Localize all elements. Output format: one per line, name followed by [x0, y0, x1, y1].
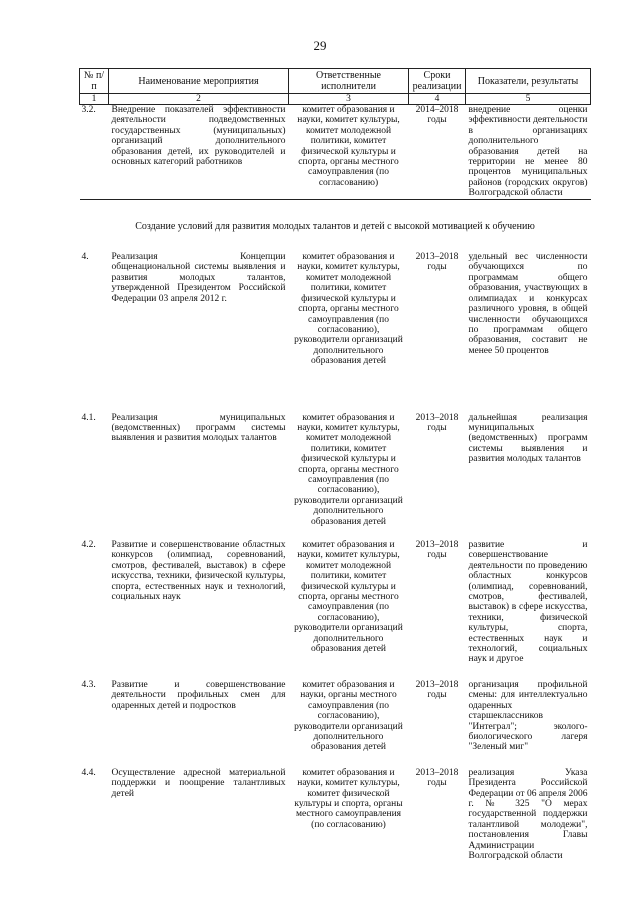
executors: комитет образования и науки, комитет культуры, комитет физической культуры и спорта, органы местного самоуправления (по согласованию): [294, 767, 403, 830]
page-number: 29: [313, 38, 327, 53]
measure-name: Внедрение показателей эффективности деятельности подведомственных государственных (муниципальных) организаций дополнительного образования детей, их руководителей и основных категорий работников: [111, 105, 286, 168]
section-heading-row: [80, 199, 591, 252]
executors: комитет образования и науки, комитет культуры, комитет молодежной политики, комитет физической культуры и спорта, органы местного самоуправления (по согласованию), руководители организаций дополнительного образования детей: [294, 252, 403, 367]
results: организация профильной смены: для интеллектуально одаренных старшеклассников "Интеграл"; эколого-биологического лагеря "Зеленый миг": [468, 679, 588, 753]
row-number: 3.2.: [81, 105, 96, 115]
column-number: 2: [109, 94, 289, 105]
measure-name: Осуществление адресной материальной поддержки и поощрение талантливых детей: [111, 767, 286, 799]
executors: комитет образования и науки, органы местного самоуправления (по согласованию), руководители организаций дополнительного образования детей: [294, 679, 403, 753]
row-number: 4.: [81, 252, 89, 263]
terms: 2013–2018 годы: [415, 679, 459, 701]
table-row: [80, 540, 591, 665]
executors: комитет образования и науки, комитет культуры, комитет молодежной политики, комитет физической культуры и спорта, органы местного самоуправления (по согласованию), руководители организаций дополнительного образования детей: [294, 412, 403, 527]
measure-name: Развитие и совершенствование областных конкурсов (олимпиад, соревнований, смотров, фестивалей, выставок) в сфере искусства, техники, физической культуры, спорта, естественных наук и технологий, социальных наук: [111, 540, 286, 603]
measures-table: [79, 68, 591, 861]
header-results: Показатели, результаты: [466, 69, 591, 94]
executors: комитет образования и науки, комитет культуры, комитет молодежной политики, комитет физической культуры и спорта, органы местного самоуправления (по согласованию): [297, 105, 400, 188]
table-row: [80, 768, 591, 862]
table-row: [80, 413, 591, 527]
terms: 2014–2018 годы: [415, 105, 459, 126]
results: реализация Указа Президента Российской Федерации от 06 апреля 2006 г. № 325 "О мерах государственной поддержки талантливой молодежи", постановления Главы Администрации Волгоградской области: [468, 767, 588, 861]
table-row: [80, 680, 591, 753]
table-header-row: [80, 69, 591, 94]
row-number: 4.1.: [81, 412, 96, 423]
header-measure-name: Наименование мероприятия: [109, 69, 289, 94]
header-terms: Сроки реализации: [409, 69, 466, 94]
column-number: 3: [289, 94, 409, 105]
column-number: 5: [466, 94, 591, 105]
row-spacer: [80, 527, 591, 540]
results: дальнейшая реализация муниципальных (ведомственных) программ системы выявления и развития молодых талантов: [468, 412, 588, 465]
results: удельный вес численности обучающихся по программам общего образования, участвующих в олимпиадах и конкурсах различного уровня, в общей численности обучающихся по программам общего образования, составит не менее 50 процентов: [468, 252, 588, 356]
results: внедрение оценки эффективности деятельности в организациях дополнительного образования детей на территории не менее 80 процентов муниципальных районов (городских округов) Волгоградской области: [468, 105, 588, 199]
terms: 2013–2018 годы: [415, 540, 459, 561]
row-number: 4.2.: [81, 540, 96, 550]
terms: 2013–2018 годы: [415, 252, 459, 273]
header-executors: Ответственные исполнители: [289, 69, 409, 94]
measure-name: Реализация Концепции общенациональной системы выявления и развития молодых талантов, утвержденной Президентом Российской Федерации 03 апреля 2012 г.: [111, 252, 286, 304]
table-row: [80, 105, 591, 199]
row-number: 4.4.: [81, 767, 96, 778]
row-spacer: [80, 367, 591, 413]
row-number: 4.3.: [81, 679, 96, 690]
measure-name: Развитие и совершенствование деятельности профильных смен для одаренных детей и подростков: [111, 679, 286, 711]
terms: 2013–2018 годы: [415, 767, 459, 789]
column-number: 1: [80, 94, 109, 105]
measure-name: Реализация муниципальных (ведомственных) программ системы выявления и развития молодых талантов: [111, 412, 286, 444]
executors: комитет образования и науки, комитет культуры, комитет молодежной политики, комитет физической культуры и спорта, органы местного самоуправления (по согласованию), руководители организаций дополнительного образования детей: [294, 540, 403, 655]
table-row: [80, 252, 591, 366]
column-number-row: [80, 94, 591, 105]
results: развитие и совершенствование деятельности по проведению областных конкурсов (олимпиад, соревнований, смотров, фестивалей, выставок) в сфере искусства, техники, физической культуры, спорта, естественных наук и технологий, социальных наук и другое: [468, 540, 588, 665]
column-number: 4: [409, 94, 466, 105]
header-number: № п/п: [80, 69, 109, 94]
row-spacer: [80, 665, 591, 680]
terms: 2013–2018 годы: [415, 412, 459, 433]
row-spacer: [80, 753, 591, 768]
section-heading: Создание условий для развития молодых талантов и детей с высокой мотивацией к обучению: [135, 220, 535, 232]
